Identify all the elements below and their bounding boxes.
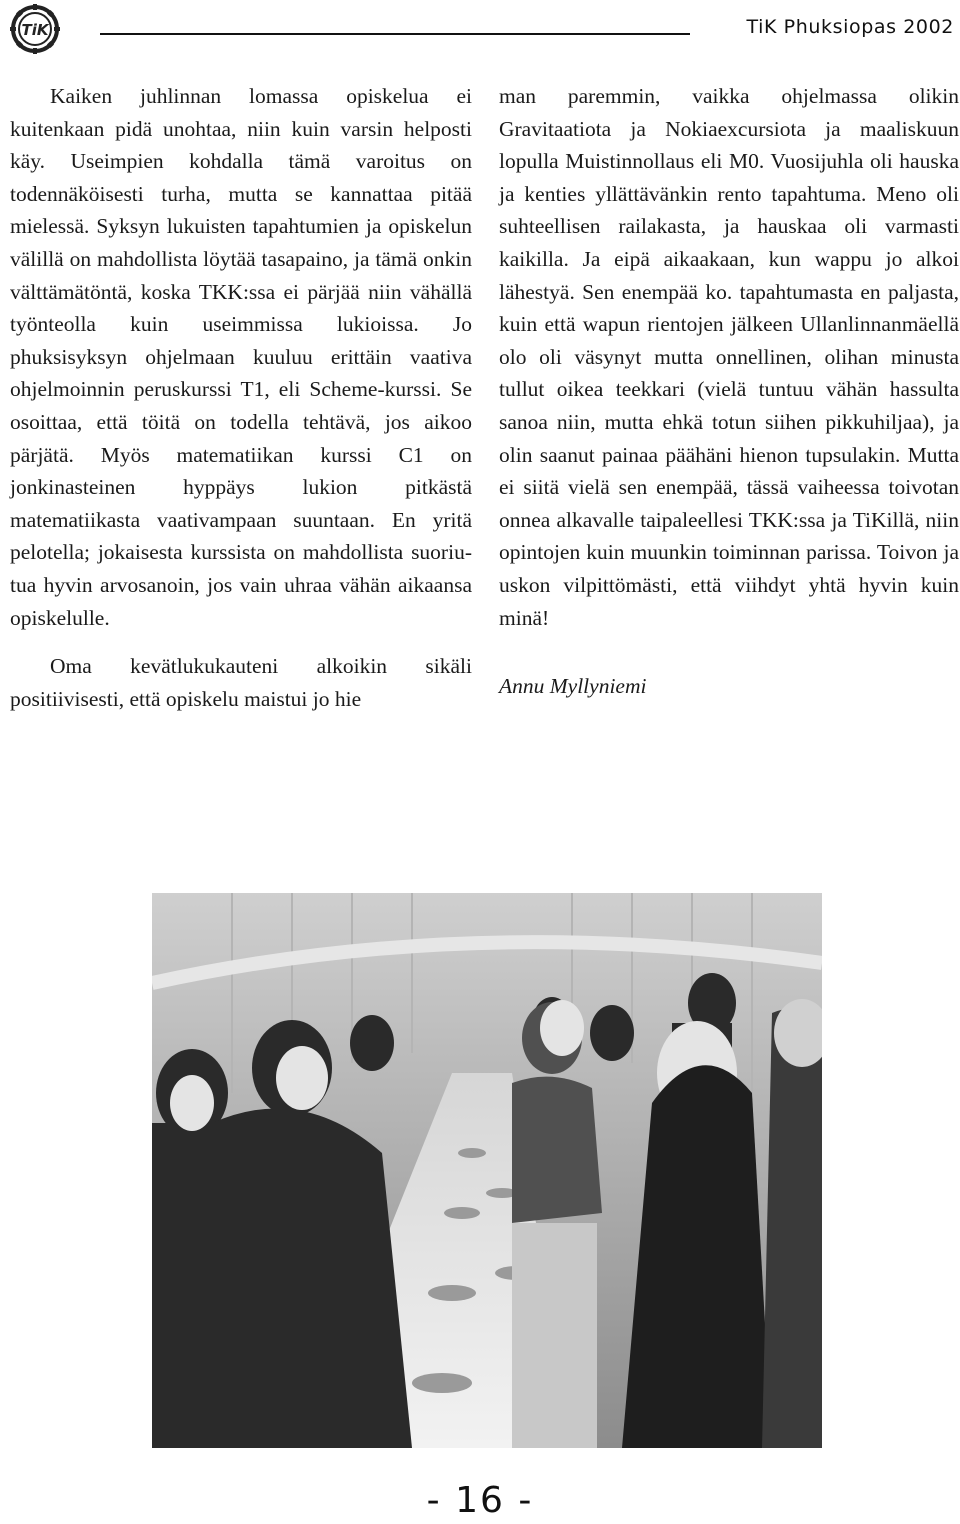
author-signature: Annu Myllyniemi: [499, 674, 647, 699]
paragraph-spring-continued: man paremmin, vaikka ohjelmassa olikin Gravitaatiota ja Nokiaexcursiota ja maaliskuun lopulla Muistinnollaus eli M0. Vuosijuhla oli hauska ja kenties yllättävänkin rento tapahtuma. Meno oli suhteellisen railakasta, ja hauskaa oli varmasti kaikilla. Ja eipä aikaakaan, kun wappu jo alkoi lähestyä. Sen enempää ko. tapahtumasta en paljasta, kuin että wapun rientojen jälkeen Ullanlinnanmäellä olo oli väsynyt mutta onnellinen, olihan minusta tullut oikea teekkari (vielä tuntuu vähän hassulta sanoa niin, mutta ehkä totun siihen pikkuhiljaa), ja olin saanut painaa päähäni hienon tupsulakin. Mutta ei siitä vielä sen enempää, tässä vaiheessa toivotan onnea alkavalle taipaleellesi TKK:ssa ja TiKillä, niin opintojen kuin muunkin toiminnan parissa. Toivon ja uskon vilpittömästi, että viihdyt yhtä hyvin kuin minä!: [499, 84, 959, 630]
paragraph-studies: Kaiken juhlinnan lomassa opiskelua ei kuitenkaan pidä unohtaa, niin kuin varsin helposti käy. Useimpien kohdalla tämä varoitus on todennäköisesti turha, mutta se kannattaa pitää mielessä. Syksyn lukuisten tapahtumien ja opiskelun välillä on mahdollista löytää tasapaino, ja tämä onkin välttämätöntä, koska TKK:ssa ei pärjää niin vähällä työnteolla kuin useimmissa lukioissa. Jo phuksisyksyn ohjelmaan kuuluu erittäin vaativa ohjelmoinnin peruskurssi T1, eli Scheme-kurssi. Se osoittaa, että töitä on todella tehtävä, jos aikoo pärjätä. Myös matematiikan kurssi C1 on jonkinasteinen hyppäys lukion pitkästä matematiikasta vaativampaan suuntaan. En yritä pelotella; jokaisesta kurssista on mahdollista suoriutua hyvin arvosanoin, jos vain uhraa vähän aikaansa opiskelulle.: [10, 84, 472, 630]
right-column: [499, 80, 959, 703]
header-rule: [100, 33, 690, 35]
page-number: - 16 -: [426, 1480, 534, 1521]
page-header-title: TiK Phuksiopas 2002: [746, 16, 954, 38]
svg-text:TiK: TiK: [21, 21, 49, 39]
party-photo: [152, 893, 822, 1448]
tik-logo-icon: [8, 4, 62, 54]
left-column: [10, 80, 472, 715]
paragraph-spring-start: Oma kevätlukukauteni alkoikin sikäli positiivisesti, että opiskelu maistui jo hie: [10, 654, 472, 711]
